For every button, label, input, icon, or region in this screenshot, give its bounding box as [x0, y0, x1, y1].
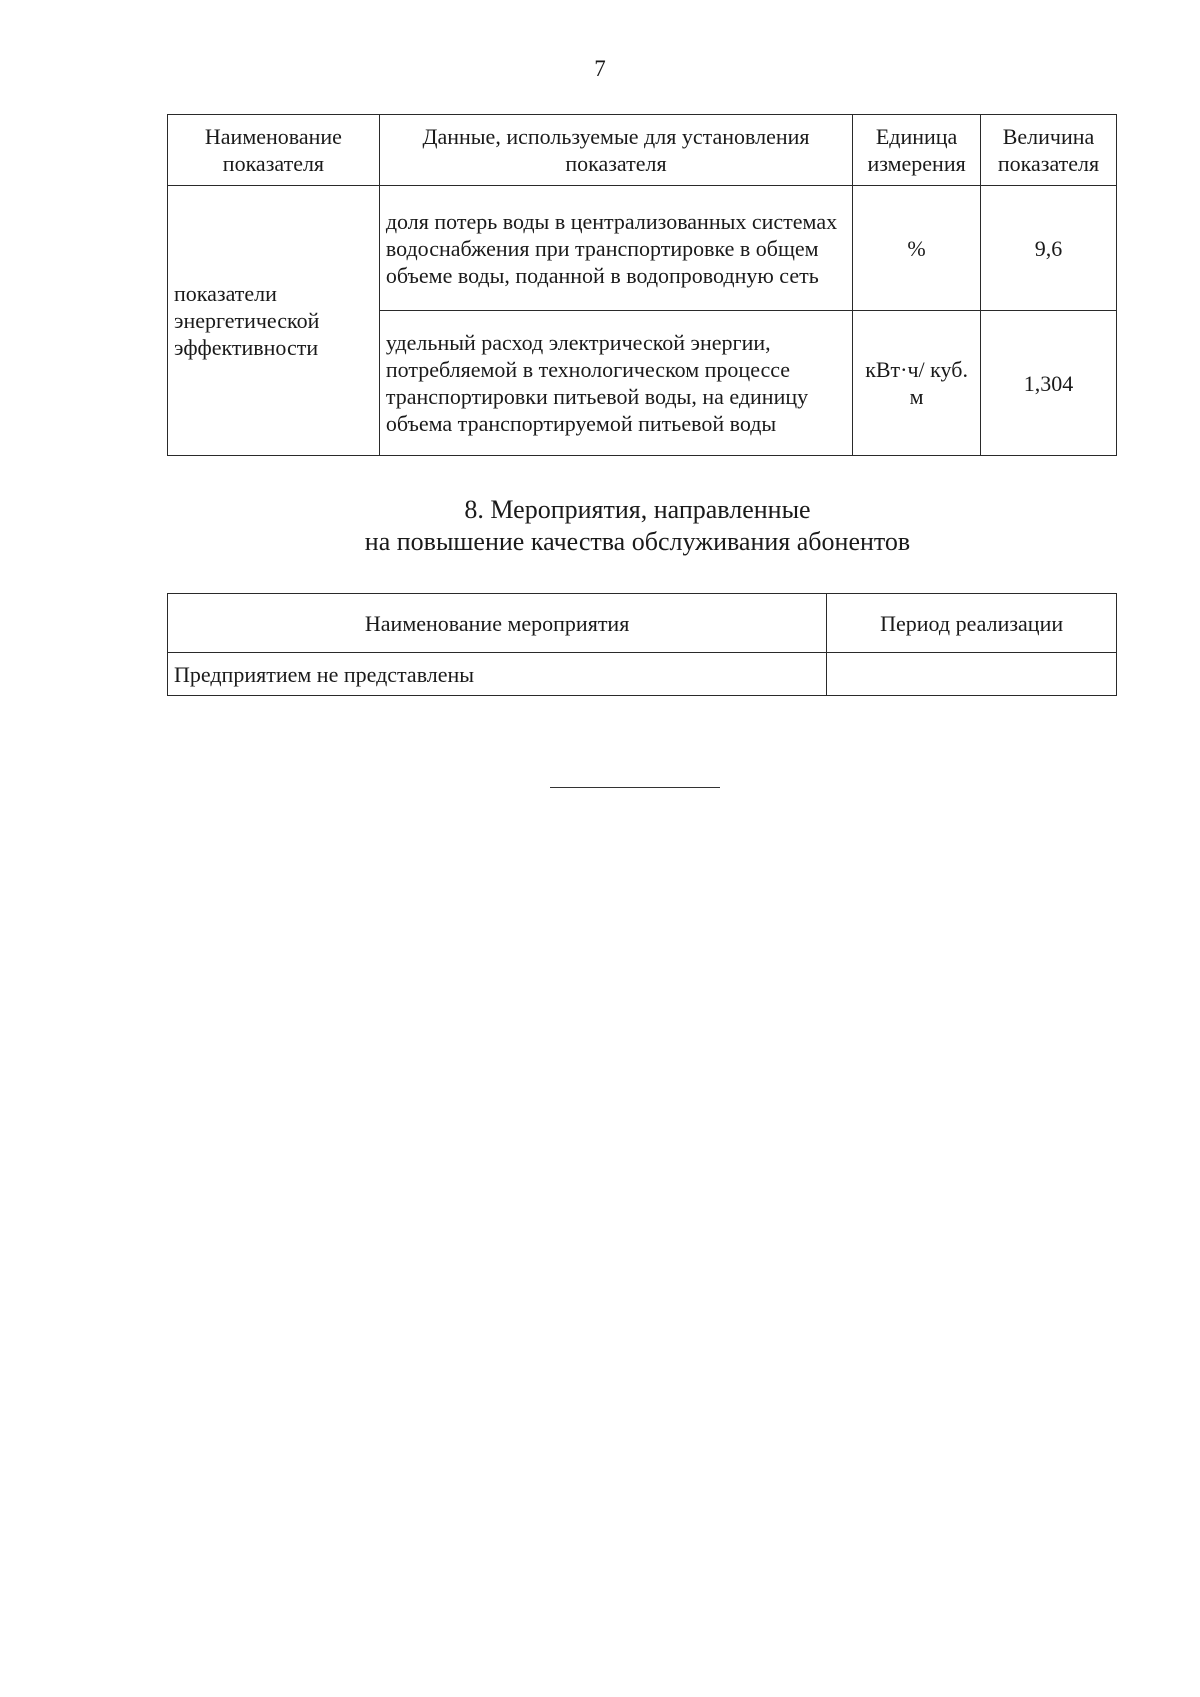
- service-quality-measures-table: [167, 593, 1117, 696]
- indicator-data-text: удельный расход электрической энергии, потребляемой в технологическом процессе транспортировки питьевой воды, на единицу объема транспортируемой питьевой воды: [379, 311, 852, 456]
- end-of-document-line: [550, 787, 720, 788]
- table-header-row: [168, 115, 1117, 186]
- energy-efficiency-indicators-table: [167, 114, 1117, 456]
- indicator-unit: %: [853, 186, 981, 311]
- measure-period: [827, 653, 1117, 696]
- measure-name: Предприятием не представлены: [168, 653, 827, 696]
- header-value: Величина показателя: [981, 115, 1117, 186]
- page-number: 7: [594, 56, 606, 81]
- indicator-value: 1,304: [981, 311, 1117, 456]
- table-row: [168, 653, 1117, 696]
- indicator-group-name: показатели энергетической эффективности: [168, 186, 380, 456]
- header-measure-name: Наименование мероприятия: [168, 594, 827, 653]
- section-heading-line-1: 8. Мероприятия, направленные: [464, 495, 811, 524]
- header-implementation-period: Период реализации: [827, 594, 1117, 653]
- indicator-unit: кВт·ч/ куб. м: [853, 311, 981, 456]
- table-row: [168, 186, 1117, 311]
- header-indicator-name: Наименование показателя: [168, 115, 380, 186]
- section-heading-line-2: на повышение качества обслуживания абонентов: [364, 527, 911, 556]
- header-unit: Единица измерения: [853, 115, 981, 186]
- indicator-data-text: доля потерь воды в централизованных системах водоснабжения при транспортировке в общем объеме воды, поданной в водопроводную сеть: [379, 186, 852, 311]
- table-header-row: [168, 594, 1117, 653]
- section-heading: [0, 494, 1200, 558]
- header-indicator-data: Данные, используемые для установления показателя: [379, 115, 852, 186]
- indicator-value: 9,6: [981, 186, 1117, 311]
